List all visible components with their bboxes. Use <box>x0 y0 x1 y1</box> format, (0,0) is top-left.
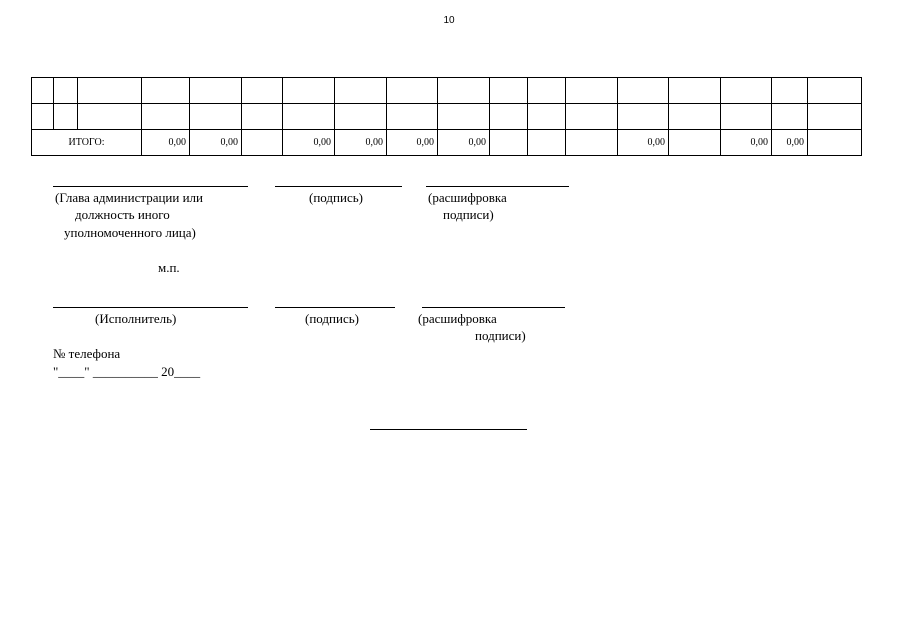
executor-signature-label: (подпись) <box>305 311 359 326</box>
total-cell: 0,00 <box>142 130 190 156</box>
total-cell: 0,00 <box>190 130 242 156</box>
total-label: ИТОГО: <box>32 130 142 156</box>
head-decoding-label-2: подписи) <box>443 207 494 222</box>
total-row <box>32 130 862 156</box>
head-role-text-2: должность иного <box>75 207 170 222</box>
head-decoding-label-1: (расшифровка <box>428 190 507 205</box>
total-cell <box>242 130 283 156</box>
table-row <box>32 104 862 130</box>
executor-signature-line <box>275 307 395 308</box>
executor-role-label: (Исполнитель) <box>95 311 177 326</box>
total-cell: 0,00 <box>335 130 387 156</box>
total-cell <box>566 130 618 156</box>
executor-decoding-line <box>422 307 565 308</box>
total-cell <box>490 130 528 156</box>
total-cell: 0,00 <box>772 130 808 156</box>
total-cell: 0,00 <box>618 130 669 156</box>
head-signature-label: (подпись) <box>309 190 363 205</box>
total-cell: 0,00 <box>387 130 438 156</box>
table-row <box>32 78 862 104</box>
executor-decoding-label-2: подписи) <box>475 328 526 343</box>
total-cell: 0,00 <box>283 130 335 156</box>
bottom-separator-line <box>370 429 527 430</box>
phone-label: № телефона <box>53 346 121 361</box>
head-role-text-1: (Глава администрации или <box>55 190 203 205</box>
executor-role-line <box>53 307 248 308</box>
total-cell: 0,00 <box>721 130 772 156</box>
page-number: 10 <box>443 15 455 26</box>
head-decoding-line <box>426 186 569 187</box>
head-role-text-3: уполномоченного лица) <box>64 225 196 240</box>
total-cell: 0,00 <box>438 130 490 156</box>
date-line: "____" __________ 20____ <box>53 364 201 379</box>
total-cell <box>669 130 721 156</box>
executor-decoding-label-1: (расшифровка <box>418 311 497 326</box>
total-cell <box>528 130 566 156</box>
stamp-place-label: м.п. <box>158 260 180 275</box>
total-cell <box>808 130 862 156</box>
head-signature-line <box>275 186 402 187</box>
summary-table <box>31 77 862 156</box>
head-role-line <box>53 186 248 187</box>
